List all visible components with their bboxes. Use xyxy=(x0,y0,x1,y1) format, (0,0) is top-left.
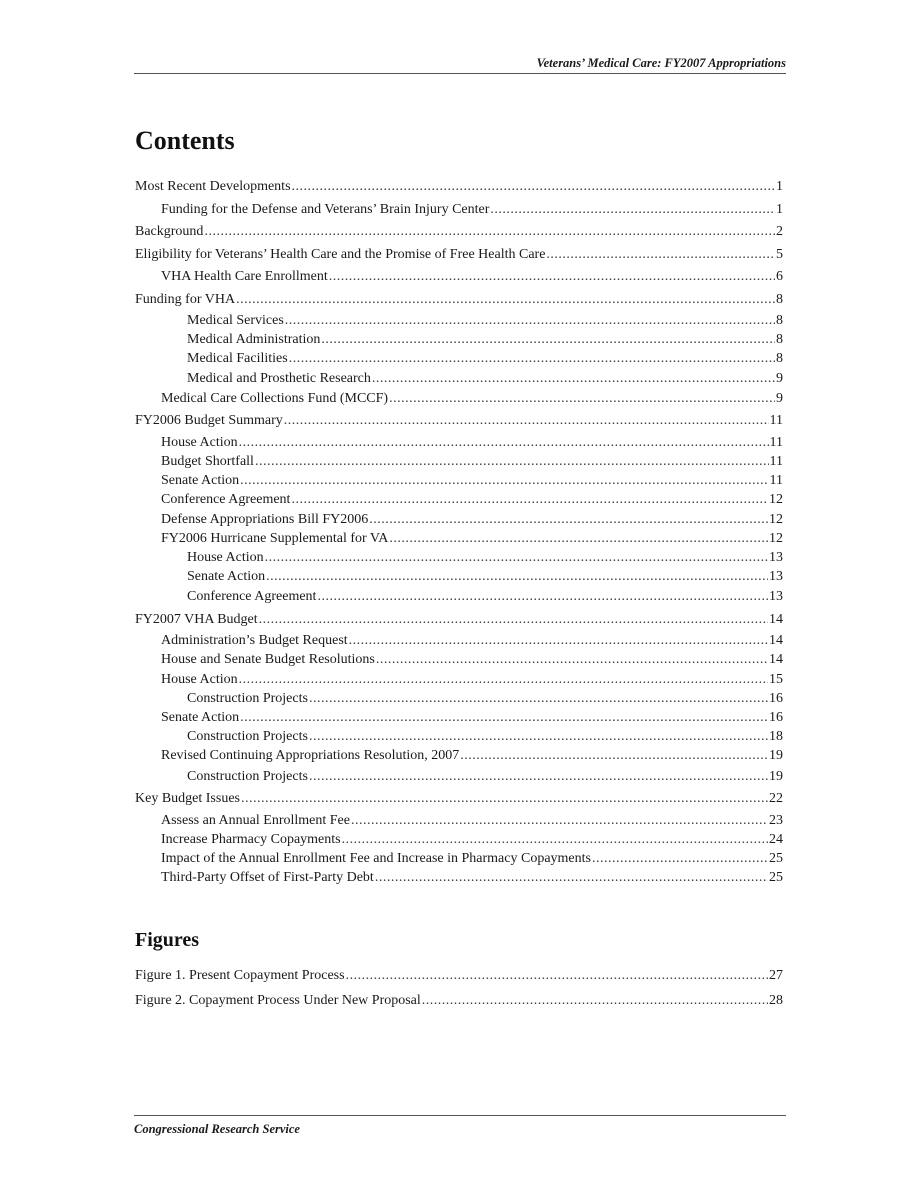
contents-entry[interactable] xyxy=(135,811,783,830)
toc-entry-title: Construction Projects xyxy=(187,729,308,745)
toc-entry-page: 12 xyxy=(769,511,783,527)
contents-entry[interactable] xyxy=(135,631,783,650)
toc-entry-page: 11 xyxy=(769,473,783,489)
dot-leader xyxy=(389,388,775,411)
dot-leader xyxy=(346,963,768,988)
dot-leader xyxy=(349,631,768,650)
dot-leader xyxy=(376,650,768,669)
toc-entry-page: 19 xyxy=(769,768,783,784)
toc-entry-title: Defense Appropriations Bill FY2006 xyxy=(161,511,369,527)
toc-entry-page: 11 xyxy=(769,453,783,469)
toc-entry-page: 1 xyxy=(776,179,783,194)
toc-entry-title: House Action xyxy=(161,671,238,687)
toc-entry-page: 24 xyxy=(769,831,783,847)
toc-entry-page: 8 xyxy=(776,313,783,328)
contents-entry[interactable] xyxy=(135,176,783,199)
toc-entry-title: FY2006 Budget Summary xyxy=(135,413,283,429)
toc-entry-title: Funding for VHA xyxy=(135,291,236,307)
toc-entry-page: 14 xyxy=(769,611,783,627)
dot-leader xyxy=(236,289,775,312)
toc-entry-title: Figure 2. Copayment Process Under New Proposal xyxy=(135,993,421,1008)
toc-entry-page: 25 xyxy=(769,850,783,866)
contents-entry[interactable] xyxy=(135,727,783,746)
dot-leader xyxy=(375,868,768,887)
toc-entry-title: Budget Shortfall xyxy=(161,453,254,469)
toc-entry-title: Medical Care Collections Fund (MCCF) xyxy=(161,390,389,406)
contents-entry[interactable] xyxy=(135,830,783,849)
contents-entry[interactable] xyxy=(135,670,783,689)
toc-entry-page: 22 xyxy=(769,791,783,807)
contents-entry[interactable] xyxy=(135,868,783,887)
contents-entry[interactable] xyxy=(135,221,783,244)
footer-org: Congressional Research Service xyxy=(134,1122,300,1136)
dot-leader xyxy=(204,221,775,244)
toc-entry-title: Impact of the Annual Enrollment Fee and Increase in Pharmacy Copayments xyxy=(161,850,591,866)
toc-entry-title: Background xyxy=(135,224,204,239)
toc-entry-title: House and Senate Budget Resolutions xyxy=(161,652,375,668)
dot-leader xyxy=(241,788,768,811)
contents-entry[interactable] xyxy=(135,311,783,330)
contents-entry[interactable] xyxy=(135,586,783,609)
toc-entry-page: 15 xyxy=(769,671,783,687)
toc-entry-page: 28 xyxy=(769,993,783,1008)
toc-entry-title: Key Budget Issues xyxy=(135,791,240,807)
contents-entry[interactable] xyxy=(135,433,783,452)
toc-entry-title: Most Recent Developments xyxy=(135,179,291,194)
toc-entry-page: 12 xyxy=(769,530,783,546)
contents-entry[interactable] xyxy=(135,650,783,669)
toc-entry-page: 16 xyxy=(769,710,783,725)
toc-entry-title: Medical and Prosthetic Research xyxy=(187,370,371,386)
contents-entry[interactable] xyxy=(135,567,783,586)
dot-leader xyxy=(317,586,768,609)
toc-entry-title: House Action xyxy=(161,434,238,450)
toc-entry-title: Conference Agreement xyxy=(187,589,317,605)
toc-entry-title: Medical Services xyxy=(187,313,284,328)
figure-entry[interactable] xyxy=(135,988,783,1013)
contents-entry[interactable] xyxy=(135,244,783,267)
toc-entry-title: Construction Projects xyxy=(187,768,308,784)
figures-heading: Figures xyxy=(135,929,200,951)
toc-entry-title: Senate Action xyxy=(161,710,240,725)
toc-entry-page: 16 xyxy=(769,690,783,706)
dot-leader xyxy=(460,746,768,765)
dot-leader xyxy=(255,452,769,471)
contents-entry[interactable] xyxy=(135,330,783,349)
contents-entry[interactable] xyxy=(135,410,783,433)
dot-leader xyxy=(284,410,769,433)
dot-leader xyxy=(239,433,769,452)
dot-leader xyxy=(490,199,775,222)
dot-leader xyxy=(309,766,768,789)
dot-leader xyxy=(285,311,775,330)
contents-entry[interactable] xyxy=(135,452,783,471)
dot-leader xyxy=(291,490,768,509)
contents-entry[interactable] xyxy=(135,289,783,312)
toc-entry-title: Senate Action xyxy=(161,473,240,489)
contents-entry[interactable] xyxy=(135,849,783,868)
contents-entry[interactable] xyxy=(135,388,783,411)
dot-leader xyxy=(289,349,775,368)
toc-entry-title: Assess an Annual Enrollment Fee xyxy=(161,812,350,828)
contents-entry[interactable] xyxy=(135,788,783,811)
toc-entry-page: 14 xyxy=(769,652,783,668)
dot-leader xyxy=(372,369,775,388)
dot-leader xyxy=(240,708,768,727)
toc-entry-page: 18 xyxy=(769,729,783,745)
contents-entry[interactable] xyxy=(135,529,783,548)
toc-entry-page: 9 xyxy=(776,390,783,406)
dot-leader xyxy=(342,830,768,849)
toc-entry-title: Revised Continuing Appropriations Resolution, 2007 xyxy=(161,748,460,764)
toc-entry-title: VHA Health Care Enrollment xyxy=(161,269,328,284)
contents-entry[interactable] xyxy=(135,689,783,708)
toc-entry-page: 27 xyxy=(769,968,783,983)
dot-leader xyxy=(389,529,768,548)
toc-entry-title: FY2007 VHA Budget xyxy=(135,611,258,627)
figure-entry[interactable] xyxy=(135,963,783,988)
toc-entry-title: Eligibility for Veterans’ Health Care and the Promise of Free Health Care xyxy=(135,246,546,262)
figures-list xyxy=(135,963,783,1013)
toc-entry-title: FY2006 Hurricane Supplemental for VA xyxy=(161,530,389,546)
dot-leader xyxy=(422,988,768,1013)
contents-entry[interactable] xyxy=(135,490,783,509)
toc-entry-page: 19 xyxy=(769,748,783,764)
contents-entry[interactable] xyxy=(135,266,783,289)
dot-leader xyxy=(266,567,768,586)
toc-entry-page: 11 xyxy=(769,434,783,450)
dot-leader xyxy=(309,689,768,708)
dot-leader xyxy=(265,548,768,567)
dot-leader xyxy=(240,471,768,490)
running-title: Veterans’ Medical Care: FY2007 Appropriations xyxy=(536,56,786,70)
toc-entry-page: 13 xyxy=(769,549,783,565)
toc-entry-page: 9 xyxy=(776,370,783,386)
dot-leader xyxy=(321,330,775,349)
dot-leader xyxy=(329,266,775,289)
contents-entry[interactable] xyxy=(135,766,783,789)
toc-entry-title: House Action xyxy=(187,549,264,565)
running-header xyxy=(134,56,786,74)
dot-leader xyxy=(259,609,768,632)
toc-entry-page: 13 xyxy=(769,589,783,605)
toc-entry-page: 11 xyxy=(769,413,783,429)
toc-entry-page: 8 xyxy=(776,351,783,367)
contents-entry[interactable] xyxy=(135,349,783,368)
toc-entry-title: Increase Pharmacy Copayments xyxy=(161,831,341,847)
toc-entry-title: Conference Agreement xyxy=(161,492,291,508)
toc-entry-page: 12 xyxy=(769,492,783,508)
toc-entry-page: 2 xyxy=(776,224,783,239)
contents-entry[interactable] xyxy=(135,708,783,727)
toc-entry-page: 8 xyxy=(776,291,783,307)
dot-leader xyxy=(292,176,775,199)
toc-entry-page: 13 xyxy=(769,569,783,585)
contents-list xyxy=(135,176,783,887)
dot-leader xyxy=(309,727,768,746)
toc-entry-title: Third-Party Offset of First-Party Debt xyxy=(161,870,374,886)
contents-entry[interactable] xyxy=(135,609,783,632)
toc-entry-title: Construction Projects xyxy=(187,690,308,706)
dot-leader xyxy=(369,510,768,529)
dot-leader xyxy=(239,670,768,689)
contents-entry[interactable] xyxy=(135,199,783,222)
toc-entry-title: Administration’s Budget Request xyxy=(161,633,348,649)
toc-entry-title: Senate Action xyxy=(187,569,266,585)
toc-entry-page: 6 xyxy=(776,269,783,284)
toc-entry-page: 5 xyxy=(776,246,783,262)
toc-entry-page: 1 xyxy=(776,201,783,217)
toc-entry-title: Figure 1. Present Copayment Process xyxy=(135,968,345,983)
contents-entry[interactable] xyxy=(135,510,783,529)
toc-entry-page: 8 xyxy=(776,332,783,348)
toc-entry-page: 14 xyxy=(769,633,783,649)
contents-entry[interactable] xyxy=(135,369,783,388)
toc-entry-page: 23 xyxy=(769,812,783,828)
toc-entry-title: Funding for the Defense and Veterans’ Brain Injury Center xyxy=(161,201,490,217)
contents-heading: Contents xyxy=(135,126,235,155)
contents-entry[interactable] xyxy=(135,471,783,490)
contents-entry[interactable] xyxy=(135,548,783,567)
dot-leader xyxy=(592,849,768,868)
toc-entry-page: 25 xyxy=(769,870,783,886)
toc-entry-title: Medical Administration xyxy=(187,332,321,348)
contents-entry[interactable] xyxy=(135,746,783,765)
page-footer xyxy=(134,1115,786,1137)
toc-entry-title: Medical Facilities xyxy=(187,351,288,367)
dot-leader xyxy=(351,811,768,830)
dot-leader xyxy=(546,244,775,267)
